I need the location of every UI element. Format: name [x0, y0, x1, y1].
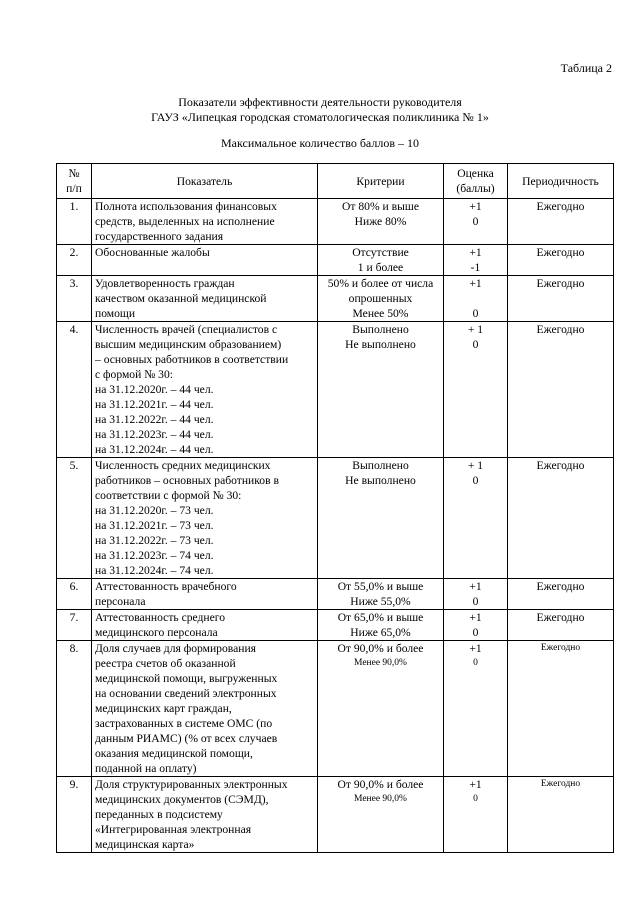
table-row [57, 322, 614, 458]
criteria-cell [318, 322, 444, 458]
indicator-line: оказания медицинской помощи, [95, 747, 253, 760]
indicator-line: государственного задания [95, 230, 224, 243]
score-line: 0 [472, 338, 479, 351]
table-row [57, 641, 614, 777]
indicator-line: на 31.12.2022г. – 73 чел. [95, 534, 214, 547]
indicator-cell [92, 322, 318, 458]
score-cell [444, 322, 508, 458]
indicator-line: Обоснованные жалобы [95, 246, 210, 259]
indicator-line: Аттестованность врачебного [95, 580, 237, 593]
criteria-line: От 90,0% и более [337, 778, 424, 791]
periodicity-cell: Ежегодно [508, 322, 614, 458]
criteria-cell [318, 245, 444, 276]
score-line: 0 [472, 626, 479, 639]
row-number: 6. [57, 579, 92, 610]
indicator-line: соответствии с формой № 30: [95, 489, 242, 502]
criteria-cell [318, 458, 444, 579]
indicator-line: медицинских документов (СЭМД), [95, 793, 269, 806]
row-number: 1. [57, 199, 92, 245]
periodicity-cell: Ежегодно [508, 579, 614, 610]
periodicity-cell: Ежегодно [508, 610, 614, 641]
indicator-line: на 31.12.2021г. – 73 чел. [95, 519, 214, 532]
score-line: +1 [469, 277, 482, 290]
periodicity-cell: Ежегодно [508, 245, 614, 276]
header-indicator: Показатель [92, 164, 318, 199]
score-line: + 1 [467, 323, 484, 336]
periodicity-cell: Ежегодно [508, 276, 614, 322]
score-line: 0 [472, 307, 479, 320]
score-cell [444, 641, 508, 777]
indicator-line: на 31.12.2020г. – 44 чел. [95, 383, 214, 396]
score-line: + 1 [467, 459, 484, 472]
score-line: 0 [472, 595, 479, 608]
header-criteria: Критерии [318, 164, 444, 199]
title-line-1: Показатели эффективности деятельности руководителя [178, 95, 462, 109]
score-line: +1 [469, 642, 482, 655]
indicator-line: Полнота использования финансовых [95, 200, 277, 213]
indicator-line: персонала [95, 595, 146, 608]
criteria-line: Менее 90,0% [354, 658, 407, 668]
indicator-cell [92, 777, 318, 853]
indicator-line: высшим медицинским образованием) [95, 338, 282, 351]
indicator-line: поданной на оплату) [95, 762, 197, 775]
indicator-line: медицинского персонала [95, 626, 218, 639]
criteria-line: Менее 50% [352, 307, 409, 320]
indicator-line: данным РИАМС) (% от всех случаев [95, 732, 278, 745]
score-line: +1 [469, 778, 482, 791]
indicator-line: на 31.12.2023г. – 44 чел. [95, 428, 214, 441]
header-score-line2: (баллы) [456, 182, 495, 195]
criteria-line: Менее 90,0% [354, 794, 407, 804]
indicator-cell [92, 458, 318, 579]
row-number: 9. [57, 777, 92, 853]
indicator-line: на основании сведений электронных [95, 687, 277, 700]
header-num [57, 164, 92, 199]
score-line: 0 [473, 658, 478, 668]
criteria-cell [318, 777, 444, 853]
row-number: 8. [57, 641, 92, 777]
criteria-line: От 55,0% и выше [337, 580, 424, 593]
title-line-2: ГАУЗ «Липецкая городская стоматологическая поликлиника № 1» [151, 110, 489, 124]
score-cell [444, 199, 508, 245]
indicator-line: помощи [95, 307, 136, 320]
indicator-line: на 31.12.2024г. – 44 чел. [95, 443, 214, 456]
periodicity-cell: Ежегодно [508, 458, 614, 579]
score-line: +1 [469, 246, 482, 259]
score-line: 0 [473, 794, 478, 804]
indicators-table [56, 163, 614, 853]
row-number: 7. [57, 610, 92, 641]
criteria-line: 50% и более от числа [327, 277, 434, 290]
row-number: 2. [57, 245, 92, 276]
score-line: 0 [472, 215, 479, 228]
periodicity-cell: Ежегодно [508, 641, 614, 777]
indicator-line: реестра счетов об оказанной [95, 657, 236, 670]
indicator-cell [92, 579, 318, 610]
score-line [447, 291, 504, 306]
criteria-cell [318, 641, 444, 777]
row-number: 4. [57, 322, 92, 458]
table-row [57, 199, 614, 245]
score-line: +1 [469, 611, 482, 624]
criteria-line: Ниже 65,0% [350, 626, 411, 639]
table-body [57, 199, 614, 853]
table-row [57, 276, 614, 322]
indicator-line: с формой № 30: [95, 368, 173, 381]
max-score-line: Максимальное количество баллов – 10 [220, 136, 420, 150]
indicator-cell [92, 276, 318, 322]
score-cell [444, 245, 508, 276]
indicator-line: «Интегрированная электронная [95, 823, 252, 836]
criteria-line: Не выполнено [345, 338, 416, 351]
criteria-line: 1 и более [357, 261, 404, 274]
table-row [57, 245, 614, 276]
indicator-line: средств, выделенных на исполнение [95, 215, 275, 228]
score-cell [444, 610, 508, 641]
score-line: +1 [469, 580, 482, 593]
indicator-line: переданных в подсистему [95, 808, 223, 821]
indicator-line: Численность средних медицинских [95, 459, 271, 472]
criteria-line: опрошенных [348, 292, 413, 305]
score-line: 0 [472, 474, 479, 487]
indicator-line: Доля структурированных электронных [95, 778, 288, 791]
indicator-cell [92, 199, 318, 245]
indicator-line: медицинской помощи, выгруженных [95, 672, 278, 685]
criteria-line: Выполнено [352, 459, 409, 472]
table-row [57, 777, 614, 853]
periodicity-cell: Ежегодно [508, 199, 614, 245]
criteria-line: От 80% и выше [342, 200, 419, 213]
row-number: 5. [57, 458, 92, 579]
criteria-line: Ниже 55,0% [350, 595, 411, 608]
criteria-line: От 65,0% и выше [337, 611, 424, 624]
indicator-line: на 31.12.2024г. – 74 чел. [95, 564, 214, 577]
criteria-line: Ниже 80% [354, 215, 407, 228]
indicator-line: на 31.12.2020г. – 73 чел. [95, 504, 214, 517]
table-number-label: Таблица 2 [560, 61, 612, 75]
score-cell [444, 579, 508, 610]
criteria-cell [318, 276, 444, 322]
header-score-line1: Оценка [457, 167, 494, 180]
indicator-line: Доля случаев для формирования [95, 642, 256, 655]
indicator-line: работников – основных работников в [95, 474, 279, 487]
criteria-line: Выполнено [352, 323, 409, 336]
indicator-line: Аттестованность среднего [95, 611, 226, 624]
table-row [57, 579, 614, 610]
periodicity-cell: Ежегодно [508, 777, 614, 853]
header-num-line2: п/п [66, 182, 82, 195]
score-cell [444, 777, 508, 853]
indicator-line: Удовлетворенность граждан [95, 277, 235, 290]
row-number: 3. [57, 276, 92, 322]
indicator-line: на 31.12.2022г. – 44 чел. [95, 413, 214, 426]
indicator-line: застрахованных в системе ОМС (по [95, 717, 273, 730]
score-line: +1 [469, 200, 482, 213]
criteria-line: Не выполнено [345, 474, 416, 487]
indicator-line: медицинская карта» [95, 838, 195, 851]
criteria-cell [318, 199, 444, 245]
criteria-line: От 90,0% и более [337, 642, 424, 655]
indicator-line: медицинских карт граждан, [95, 702, 232, 715]
score-cell [444, 276, 508, 322]
indicator-cell [92, 245, 318, 276]
criteria-cell [318, 579, 444, 610]
indicator-line: – основных работников в соответствии [95, 353, 289, 366]
header-score [444, 164, 508, 199]
score-cell [444, 458, 508, 579]
indicator-cell [92, 641, 318, 777]
table-row [57, 458, 614, 579]
indicator-line: Численность врачей (специалистов с [95, 323, 278, 336]
header-num-line1: № [68, 167, 80, 180]
table-row [57, 610, 614, 641]
table-header-row [57, 164, 614, 199]
indicator-line: качеством оказанной медицинской [95, 292, 267, 305]
criteria-line: Отсутствие [352, 246, 409, 259]
indicator-cell [92, 610, 318, 641]
indicator-line: на 31.12.2021г. – 44 чел. [95, 398, 214, 411]
indicator-line: на 31.12.2023г. – 74 чел. [95, 549, 214, 562]
criteria-cell [318, 610, 444, 641]
header-periodicity: Периодичность [508, 164, 614, 199]
score-line: -1 [470, 261, 481, 274]
